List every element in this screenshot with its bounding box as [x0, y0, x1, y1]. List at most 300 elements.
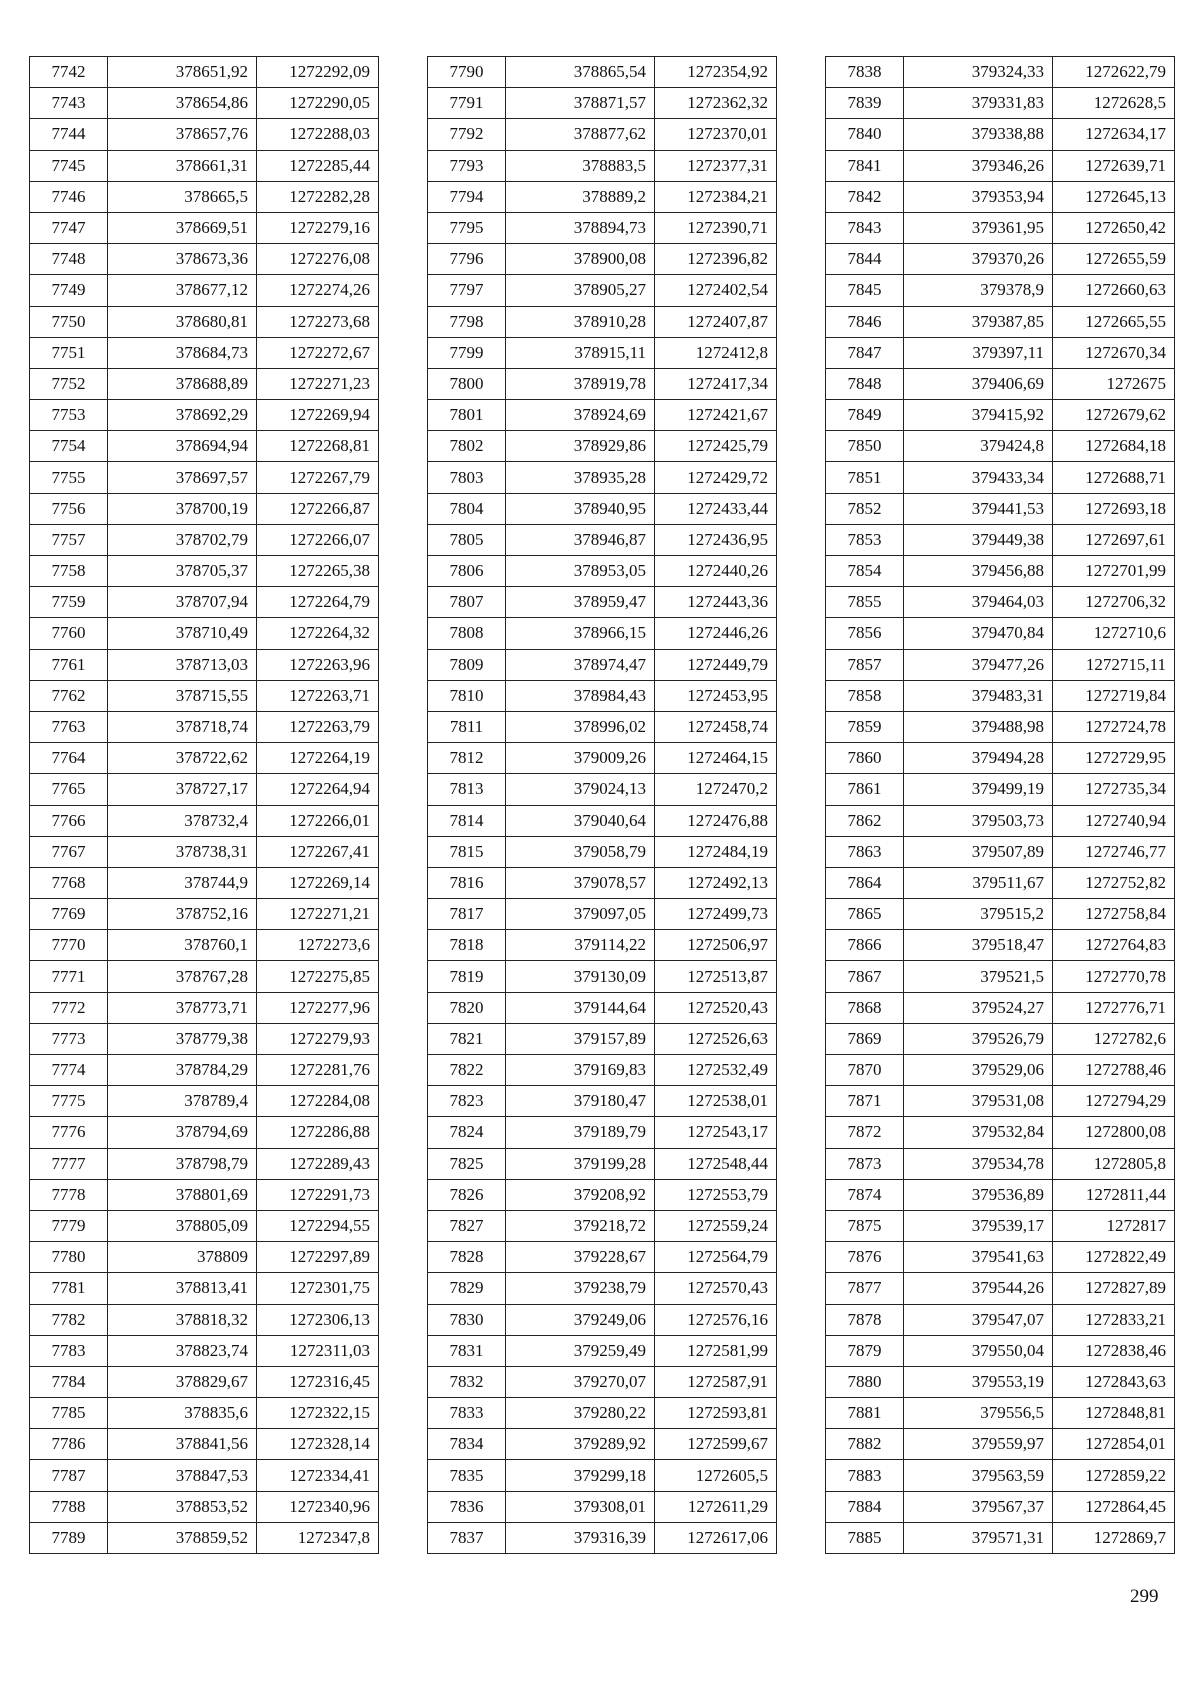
x-coordinate-cell: 378657,76	[108, 119, 257, 150]
table-row	[30, 1522, 379, 1553]
y-coordinate-cell: 1272271,21	[257, 899, 379, 930]
point-id-cell: 7879	[826, 1335, 904, 1366]
x-coordinate-cell: 379009,26	[506, 743, 655, 774]
point-id-cell: 7858	[826, 680, 904, 711]
y-coordinate-cell: 1272570,43	[655, 1273, 777, 1304]
y-coordinate-cell: 1272289,43	[257, 1148, 379, 1179]
y-coordinate-cell: 1272362,32	[655, 88, 777, 119]
table-row	[428, 556, 777, 587]
x-coordinate-cell: 378779,38	[108, 1023, 257, 1054]
y-coordinate-cell: 1272264,79	[257, 587, 379, 618]
y-coordinate-cell: 1272639,71	[1053, 150, 1175, 181]
table-row	[30, 88, 379, 119]
point-id-cell: 7815	[428, 836, 506, 867]
table-row	[428, 1210, 777, 1241]
x-coordinate-cell: 378829,67	[108, 1366, 257, 1397]
point-id-cell: 7800	[428, 368, 506, 399]
y-coordinate-cell: 1272306,13	[257, 1304, 379, 1335]
x-coordinate-cell: 379507,89	[904, 836, 1053, 867]
y-coordinate-cell: 1272272,67	[257, 337, 379, 368]
x-coordinate-cell: 379078,57	[506, 867, 655, 898]
y-coordinate-cell: 1272782,6	[1053, 1023, 1175, 1054]
point-id-cell: 7846	[826, 306, 904, 337]
y-coordinate-cell: 1272655,59	[1053, 244, 1175, 275]
y-coordinate-cell: 1272605,5	[655, 1460, 777, 1491]
table-row	[428, 992, 777, 1023]
y-coordinate-cell: 1272752,82	[1053, 867, 1175, 898]
y-coordinate-cell: 1272449,79	[655, 649, 777, 680]
y-coordinate-cell: 1272274,26	[257, 275, 379, 306]
y-coordinate-cell: 1272263,79	[257, 711, 379, 742]
y-coordinate-cell: 1272684,18	[1053, 431, 1175, 462]
table-row	[30, 1055, 379, 1086]
point-id-cell: 7793	[428, 150, 506, 181]
table-row	[30, 1366, 379, 1397]
table-row	[428, 119, 777, 150]
table-row	[826, 275, 1175, 306]
point-id-cell: 7826	[428, 1179, 506, 1210]
x-coordinate-cell: 378889,2	[506, 181, 655, 212]
point-id-cell: 7821	[428, 1023, 506, 1054]
x-coordinate-cell: 378823,74	[108, 1335, 257, 1366]
table-row	[826, 1273, 1175, 1304]
point-id-cell: 7760	[30, 618, 108, 649]
x-coordinate-cell: 378697,57	[108, 462, 257, 493]
point-id-cell: 7752	[30, 368, 108, 399]
x-coordinate-cell: 379289,92	[506, 1429, 655, 1460]
x-coordinate-cell: 378673,36	[108, 244, 257, 275]
x-coordinate-cell: 379536,89	[904, 1179, 1053, 1210]
y-coordinate-cell: 1272611,29	[655, 1491, 777, 1522]
point-id-cell: 7770	[30, 930, 108, 961]
point-id-cell: 7867	[826, 961, 904, 992]
x-coordinate-cell: 378680,81	[108, 306, 257, 337]
point-id-cell: 7831	[428, 1335, 506, 1366]
x-coordinate-cell: 379144,64	[506, 992, 655, 1023]
point-id-cell: 7809	[428, 649, 506, 680]
y-coordinate-cell: 1272263,96	[257, 649, 379, 680]
x-coordinate-cell: 378669,51	[108, 212, 257, 243]
point-id-cell: 7771	[30, 961, 108, 992]
point-id-cell: 7872	[826, 1117, 904, 1148]
x-coordinate-cell: 378665,5	[108, 181, 257, 212]
y-coordinate-cell: 1272263,71	[257, 680, 379, 711]
point-id-cell: 7850	[826, 431, 904, 462]
x-coordinate-cell: 378984,43	[506, 680, 655, 711]
point-id-cell: 7833	[428, 1398, 506, 1429]
point-id-cell: 7849	[826, 400, 904, 431]
point-id-cell: 7792	[428, 119, 506, 150]
y-coordinate-cell: 1272285,44	[257, 150, 379, 181]
point-id-cell: 7845	[826, 275, 904, 306]
point-id-cell: 7865	[826, 899, 904, 930]
point-id-cell: 7882	[826, 1429, 904, 1460]
table-row	[428, 368, 777, 399]
point-id-cell: 7775	[30, 1086, 108, 1117]
y-coordinate-cell: 1272838,46	[1053, 1335, 1175, 1366]
point-id-cell: 7856	[826, 618, 904, 649]
x-coordinate-cell: 379097,05	[506, 899, 655, 930]
point-id-cell: 7869	[826, 1023, 904, 1054]
x-coordinate-cell: 378722,62	[108, 743, 257, 774]
x-coordinate-cell: 378996,02	[506, 711, 655, 742]
y-coordinate-cell: 1272538,01	[655, 1086, 777, 1117]
x-coordinate-cell: 378859,52	[108, 1522, 257, 1553]
point-id-cell: 7804	[428, 493, 506, 524]
x-coordinate-cell: 379406,69	[904, 368, 1053, 399]
y-coordinate-cell: 1272559,24	[655, 1210, 777, 1241]
x-coordinate-cell: 378946,87	[506, 524, 655, 555]
y-coordinate-cell: 1272848,81	[1053, 1398, 1175, 1429]
point-id-cell: 7777	[30, 1148, 108, 1179]
table-row	[826, 680, 1175, 711]
x-coordinate-cell: 378705,37	[108, 556, 257, 587]
table-row	[428, 400, 777, 431]
table-row	[30, 1117, 379, 1148]
point-id-cell: 7814	[428, 805, 506, 836]
y-coordinate-cell: 1272265,38	[257, 556, 379, 587]
y-coordinate-cell: 1272794,29	[1053, 1086, 1175, 1117]
table-row	[30, 212, 379, 243]
point-id-cell: 7840	[826, 119, 904, 150]
table-row	[428, 1366, 777, 1397]
x-coordinate-cell: 378813,41	[108, 1273, 257, 1304]
y-coordinate-cell: 1272526,63	[655, 1023, 777, 1054]
x-coordinate-cell: 378853,52	[108, 1491, 257, 1522]
x-coordinate-cell: 379521,5	[904, 961, 1053, 992]
table-row	[826, 836, 1175, 867]
x-coordinate-cell: 378818,32	[108, 1304, 257, 1335]
table-row	[428, 181, 777, 212]
table-row	[30, 680, 379, 711]
x-coordinate-cell: 378784,29	[108, 1055, 257, 1086]
x-coordinate-cell: 379130,09	[506, 961, 655, 992]
y-coordinate-cell: 1272576,16	[655, 1304, 777, 1335]
x-coordinate-cell: 379270,07	[506, 1366, 655, 1397]
y-coordinate-cell: 1272282,28	[257, 181, 379, 212]
y-coordinate-cell: 1272735,34	[1053, 774, 1175, 805]
table-row	[30, 961, 379, 992]
point-id-cell: 7778	[30, 1179, 108, 1210]
y-coordinate-cell: 1272499,73	[655, 899, 777, 930]
x-coordinate-cell: 378767,28	[108, 961, 257, 992]
point-id-cell: 7827	[428, 1210, 506, 1241]
table-row	[826, 556, 1175, 587]
table-row	[30, 181, 379, 212]
table-row	[428, 1117, 777, 1148]
y-coordinate-cell: 1272513,87	[655, 961, 777, 992]
table-row	[428, 337, 777, 368]
x-coordinate-cell: 378773,71	[108, 992, 257, 1023]
table-row	[826, 1460, 1175, 1491]
page-number: 299	[1130, 1586, 1159, 1607]
table-row	[428, 1086, 777, 1117]
point-id-cell: 7751	[30, 337, 108, 368]
point-id-cell: 7842	[826, 181, 904, 212]
table-row	[30, 1335, 379, 1366]
table-row	[826, 431, 1175, 462]
table-row	[826, 805, 1175, 836]
table-row	[30, 992, 379, 1023]
x-coordinate-cell: 378805,09	[108, 1210, 257, 1241]
x-coordinate-cell: 379387,85	[904, 306, 1053, 337]
point-id-cell: 7763	[30, 711, 108, 742]
table-row	[30, 244, 379, 275]
y-coordinate-cell: 1272587,91	[655, 1366, 777, 1397]
x-coordinate-cell: 379531,08	[904, 1086, 1053, 1117]
x-coordinate-cell: 379526,79	[904, 1023, 1053, 1054]
table-row	[30, 774, 379, 805]
x-coordinate-cell: 379324,33	[904, 57, 1053, 88]
table-row	[30, 1086, 379, 1117]
table-row	[428, 462, 777, 493]
point-id-cell: 7746	[30, 181, 108, 212]
y-coordinate-cell: 1272286,88	[257, 1117, 379, 1148]
point-id-cell: 7802	[428, 431, 506, 462]
table-row	[826, 1023, 1175, 1054]
table-row	[428, 649, 777, 680]
table-row	[428, 836, 777, 867]
table-row	[428, 1398, 777, 1429]
table-row	[428, 961, 777, 992]
x-coordinate-cell: 378905,27	[506, 275, 655, 306]
point-id-cell: 7773	[30, 1023, 108, 1054]
y-coordinate-cell: 1272729,95	[1053, 743, 1175, 774]
table-row	[428, 1335, 777, 1366]
x-coordinate-cell: 379559,97	[904, 1429, 1053, 1460]
table-row	[30, 431, 379, 462]
table-row	[428, 57, 777, 88]
table-row	[826, 1179, 1175, 1210]
table-row	[428, 244, 777, 275]
table-row	[428, 1273, 777, 1304]
table-row	[428, 587, 777, 618]
y-coordinate-cell: 1272805,8	[1053, 1148, 1175, 1179]
x-coordinate-cell: 378940,95	[506, 493, 655, 524]
point-id-cell: 7764	[30, 743, 108, 774]
x-coordinate-cell: 378953,05	[506, 556, 655, 587]
x-coordinate-cell: 379157,89	[506, 1023, 655, 1054]
table-row	[30, 1210, 379, 1241]
y-coordinate-cell: 1272458,74	[655, 711, 777, 742]
y-coordinate-cell: 1272275,85	[257, 961, 379, 992]
point-id-cell: 7762	[30, 680, 108, 711]
table-row	[428, 711, 777, 742]
x-coordinate-cell: 378661,31	[108, 150, 257, 181]
point-id-cell: 7876	[826, 1242, 904, 1273]
y-coordinate-cell: 1272440,26	[655, 556, 777, 587]
table-row	[30, 805, 379, 836]
point-id-cell: 7829	[428, 1273, 506, 1304]
y-coordinate-cell: 1272264,94	[257, 774, 379, 805]
point-id-cell: 7784	[30, 1366, 108, 1397]
x-coordinate-cell: 378702,79	[108, 524, 257, 555]
table-row	[826, 119, 1175, 150]
table-row	[30, 1179, 379, 1210]
y-coordinate-cell: 1272593,81	[655, 1398, 777, 1429]
point-id-cell: 7812	[428, 743, 506, 774]
y-coordinate-cell: 1272688,71	[1053, 462, 1175, 493]
point-id-cell: 7801	[428, 400, 506, 431]
x-coordinate-cell: 379114,22	[506, 930, 655, 961]
table-row	[30, 462, 379, 493]
point-id-cell: 7859	[826, 711, 904, 742]
y-coordinate-cell: 1272660,63	[1053, 275, 1175, 306]
point-id-cell: 7878	[826, 1304, 904, 1335]
table-row	[30, 1242, 379, 1273]
table-row	[428, 150, 777, 181]
x-coordinate-cell: 378732,4	[108, 805, 257, 836]
table-row	[826, 961, 1175, 992]
point-id-cell: 7868	[826, 992, 904, 1023]
table-row	[30, 1273, 379, 1304]
y-coordinate-cell: 1272564,79	[655, 1242, 777, 1273]
y-coordinate-cell: 1272370,01	[655, 119, 777, 150]
point-id-cell: 7788	[30, 1491, 108, 1522]
x-coordinate-cell: 378847,53	[108, 1460, 257, 1491]
table-row	[826, 150, 1175, 181]
table-row	[30, 150, 379, 181]
x-coordinate-cell: 378929,86	[506, 431, 655, 462]
table-row	[30, 368, 379, 399]
point-id-cell: 7835	[428, 1460, 506, 1491]
y-coordinate-cell: 1272665,55	[1053, 306, 1175, 337]
point-id-cell: 7864	[826, 867, 904, 898]
point-id-cell: 7787	[30, 1460, 108, 1491]
point-id-cell: 7799	[428, 337, 506, 368]
y-coordinate-cell: 1272453,95	[655, 680, 777, 711]
point-id-cell: 7880	[826, 1366, 904, 1397]
x-coordinate-cell: 379563,59	[904, 1460, 1053, 1491]
y-coordinate-cell: 1272811,44	[1053, 1179, 1175, 1210]
x-coordinate-cell: 378900,08	[506, 244, 655, 275]
coordinate-table-1	[29, 56, 379, 1554]
table-row	[30, 556, 379, 587]
table-row	[30, 306, 379, 337]
x-coordinate-cell: 378789,4	[108, 1086, 257, 1117]
point-id-cell: 7818	[428, 930, 506, 961]
point-id-cell: 7834	[428, 1429, 506, 1460]
x-coordinate-cell: 379338,88	[904, 119, 1053, 150]
x-coordinate-cell: 379346,26	[904, 150, 1053, 181]
x-coordinate-cell: 379397,11	[904, 337, 1053, 368]
table-row	[826, 774, 1175, 805]
y-coordinate-cell: 1272553,79	[655, 1179, 777, 1210]
table-row	[826, 493, 1175, 524]
point-id-cell: 7837	[428, 1522, 506, 1553]
x-coordinate-cell: 378710,49	[108, 618, 257, 649]
point-id-cell: 7754	[30, 431, 108, 462]
x-coordinate-cell: 378700,19	[108, 493, 257, 524]
y-coordinate-cell: 1272273,6	[257, 930, 379, 961]
y-coordinate-cell: 1272292,09	[257, 57, 379, 88]
y-coordinate-cell: 1272715,11	[1053, 649, 1175, 680]
point-id-cell: 7843	[826, 212, 904, 243]
x-coordinate-cell: 379441,53	[904, 493, 1053, 524]
point-id-cell: 7866	[826, 930, 904, 961]
point-id-cell: 7808	[428, 618, 506, 649]
x-coordinate-cell: 378841,56	[108, 1429, 257, 1460]
y-coordinate-cell: 1272316,45	[257, 1366, 379, 1397]
table-row	[30, 275, 379, 306]
table-row	[826, 1148, 1175, 1179]
x-coordinate-cell: 379567,37	[904, 1491, 1053, 1522]
x-coordinate-cell: 379189,79	[506, 1117, 655, 1148]
y-coordinate-cell: 1272822,49	[1053, 1242, 1175, 1273]
y-coordinate-cell: 1272581,99	[655, 1335, 777, 1366]
point-id-cell: 7789	[30, 1522, 108, 1553]
point-id-cell: 7750	[30, 306, 108, 337]
y-coordinate-cell: 1272740,94	[1053, 805, 1175, 836]
table-row	[826, 992, 1175, 1023]
y-coordinate-cell: 1272628,5	[1053, 88, 1175, 119]
x-coordinate-cell: 379208,92	[506, 1179, 655, 1210]
point-id-cell: 7817	[428, 899, 506, 930]
table-row	[428, 1491, 777, 1522]
x-coordinate-cell: 378694,94	[108, 431, 257, 462]
x-coordinate-cell: 379316,39	[506, 1522, 655, 1553]
table-row	[826, 1086, 1175, 1117]
point-id-cell: 7794	[428, 181, 506, 212]
point-id-cell: 7795	[428, 212, 506, 243]
y-coordinate-cell: 1272617,06	[655, 1522, 777, 1553]
y-coordinate-cell: 1272859,22	[1053, 1460, 1175, 1491]
point-id-cell: 7811	[428, 711, 506, 742]
table-row	[826, 867, 1175, 898]
y-coordinate-cell: 1272543,17	[655, 1117, 777, 1148]
x-coordinate-cell: 378883,5	[506, 150, 655, 181]
coordinate-tables	[29, 56, 1179, 1571]
x-coordinate-cell: 378809	[108, 1242, 257, 1273]
y-coordinate-cell: 1272443,36	[655, 587, 777, 618]
point-id-cell: 7742	[30, 57, 108, 88]
table-row	[826, 1304, 1175, 1335]
y-coordinate-cell: 1272679,62	[1053, 400, 1175, 431]
point-id-cell: 7779	[30, 1210, 108, 1241]
point-id-cell: 7836	[428, 1491, 506, 1522]
x-coordinate-cell: 379499,19	[904, 774, 1053, 805]
coordinate-table-3	[825, 56, 1175, 1554]
point-id-cell: 7798	[428, 306, 506, 337]
table-row	[428, 275, 777, 306]
point-id-cell: 7825	[428, 1148, 506, 1179]
x-coordinate-cell: 379483,31	[904, 680, 1053, 711]
point-id-cell: 7776	[30, 1117, 108, 1148]
x-coordinate-cell: 378688,89	[108, 368, 257, 399]
x-coordinate-cell: 378915,11	[506, 337, 655, 368]
point-id-cell: 7806	[428, 556, 506, 587]
y-coordinate-cell: 1272290,05	[257, 88, 379, 119]
point-id-cell: 7874	[826, 1179, 904, 1210]
x-coordinate-cell: 378959,47	[506, 587, 655, 618]
table-row	[30, 587, 379, 618]
point-id-cell: 7772	[30, 992, 108, 1023]
y-coordinate-cell: 1272334,41	[257, 1460, 379, 1491]
table-row	[826, 587, 1175, 618]
y-coordinate-cell: 1272827,89	[1053, 1273, 1175, 1304]
y-coordinate-cell: 1272710,6	[1053, 618, 1175, 649]
table-row	[428, 618, 777, 649]
point-id-cell: 7785	[30, 1398, 108, 1429]
x-coordinate-cell: 379503,73	[904, 805, 1053, 836]
x-coordinate-cell: 378835,6	[108, 1398, 257, 1429]
y-coordinate-cell: 1272425,79	[655, 431, 777, 462]
point-id-cell: 7823	[428, 1086, 506, 1117]
table-row	[428, 1522, 777, 1553]
y-coordinate-cell: 1272724,78	[1053, 711, 1175, 742]
point-id-cell: 7774	[30, 1055, 108, 1086]
x-coordinate-cell: 378677,12	[108, 275, 257, 306]
